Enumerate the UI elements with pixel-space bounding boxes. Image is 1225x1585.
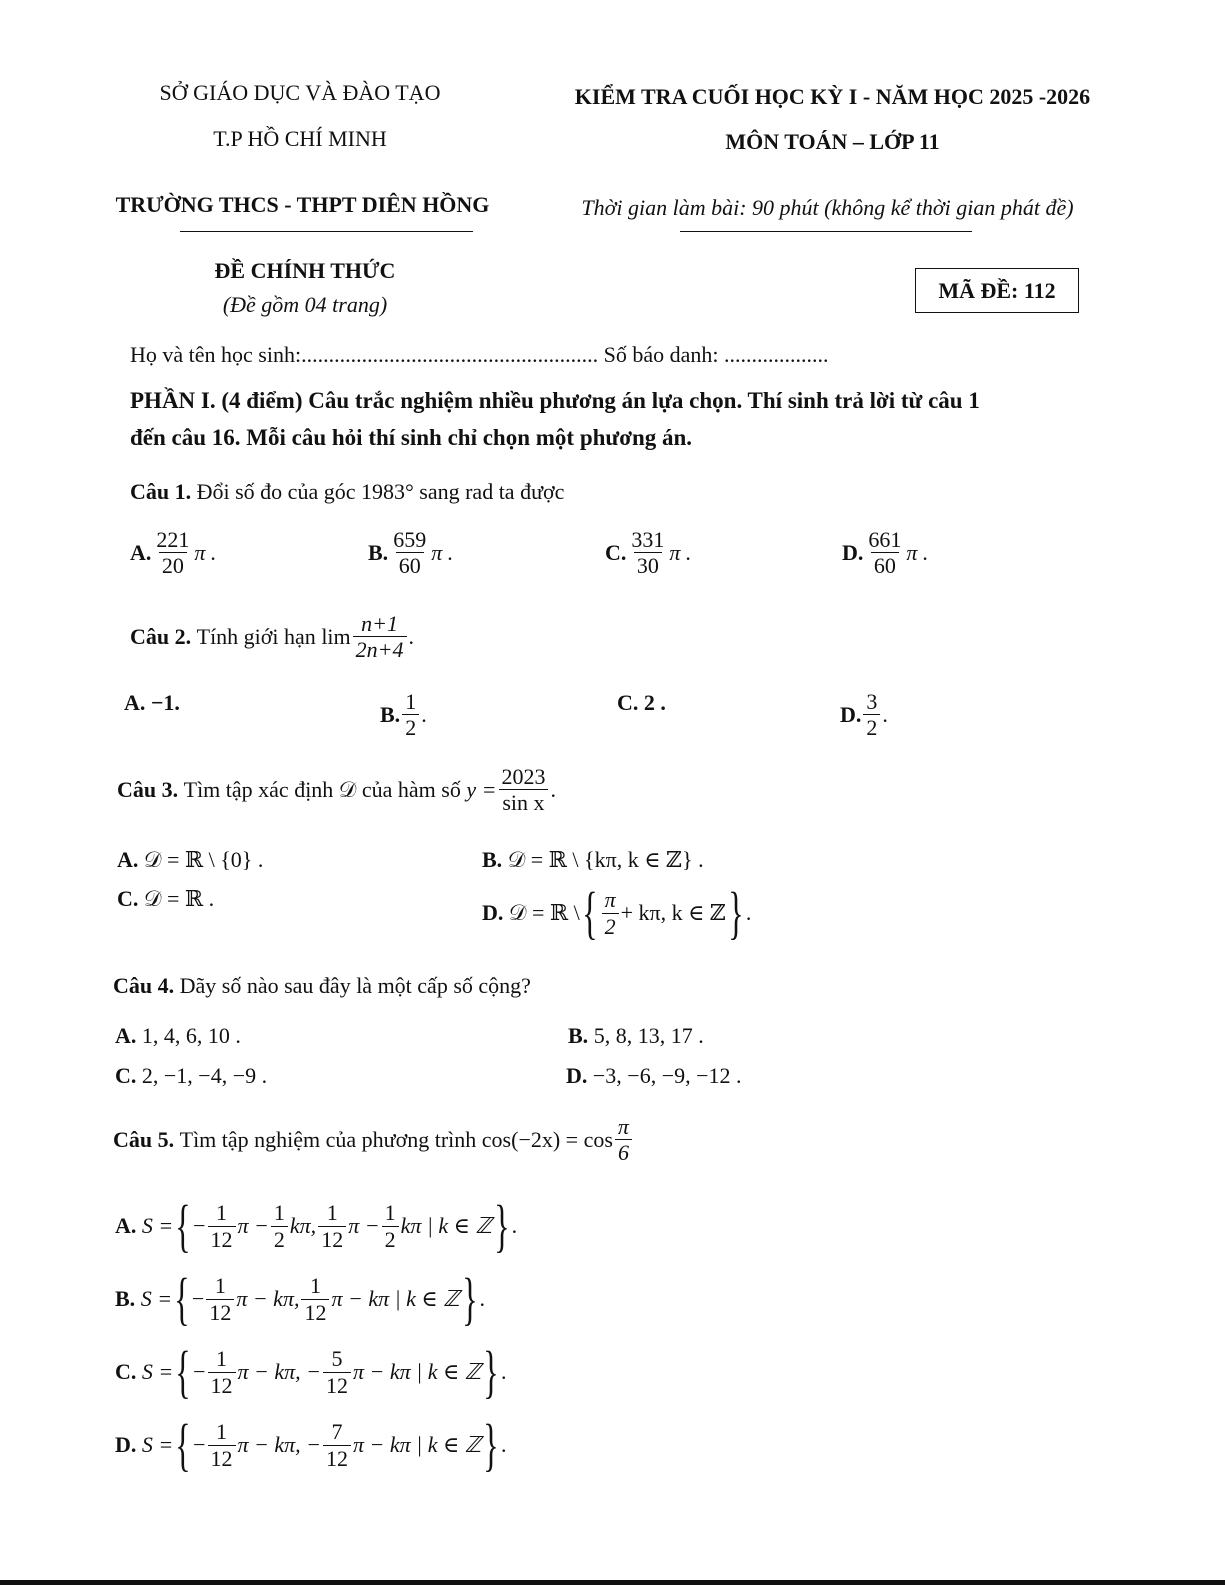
- option-letter: B.: [115, 1286, 136, 1311]
- fraction-denominator: 12: [206, 1299, 234, 1324]
- option-text: 𝒟 = ℝ \ {0} .: [143, 847, 264, 872]
- part1-instructions: đến câu 16. Mỗi câu hỏi thí sinh chỉ chọn một phương án.: [130, 425, 693, 450]
- time-underline: [680, 231, 972, 232]
- page-count: (Đề gồm 04 trang): [222, 292, 388, 317]
- question-text: Tìm tập xác định 𝒟 của hàm số: [183, 776, 461, 802]
- option-letter: B.: [380, 701, 401, 727]
- question-label: Câu 5.: [113, 1126, 175, 1152]
- option-letter: C.: [115, 1063, 137, 1088]
- question-5: [113, 1115, 634, 1164]
- limit-operator: lim: [321, 623, 351, 649]
- set-name: S =: [140, 1286, 173, 1311]
- math-text: π −: [237, 1213, 269, 1238]
- math-text: π − kπ | k ∈ ℤ: [353, 1432, 482, 1457]
- option-text: 2, −1, −4, −9 .: [141, 1063, 268, 1088]
- school-name: TRƯỜNG THCS - THPT DIÊN HỒNG: [115, 192, 490, 217]
- option-letter: D.: [566, 1063, 588, 1088]
- option-text: C. 2 .: [617, 690, 666, 715]
- subject-title: MÔN TOÁN – LỚP 11: [725, 129, 940, 154]
- q2-option-c[interactable]: [617, 690, 666, 716]
- fraction-numerator: 331: [631, 527, 665, 552]
- q1-option-b[interactable]: [368, 528, 453, 577]
- fraction-numerator: 3: [866, 689, 878, 714]
- fraction-denominator: sin x: [499, 789, 547, 814]
- math-text: −: [193, 1432, 206, 1457]
- school-underline: [180, 231, 473, 232]
- fraction-numerator: 221: [156, 527, 190, 552]
- question-text: Tính giới hạn: [196, 623, 316, 649]
- question-3: Câu 3. Tìm tập xác định 𝒟 của hàm số y = $\frac{2023}{\text{sin x}}$ .: [117, 764, 556, 816]
- department-name: SỞ GIÁO DỤC VÀ ĐÀO TẠO: [159, 80, 441, 105]
- fraction-denominator: 12: [323, 1445, 351, 1470]
- math-text: −: [191, 1286, 205, 1311]
- city-name: T.P HỒ CHÍ MINH: [213, 126, 387, 151]
- set-name: S =: [141, 1213, 174, 1238]
- exam-title: KIỂM TRA CUỐI HỌC KỲ I - NĂM HỌC 2025 -2026: [574, 84, 1091, 109]
- option-text: 1, 4, 6, 10 .: [141, 1023, 241, 1048]
- exam-time: Thời gian làm bài: 90 phút (không kể thời gian phát đề): [581, 195, 1074, 220]
- question-label: Câu 3.: [117, 776, 179, 802]
- math-text: −: [193, 1213, 206, 1238]
- equation: cos(−2x) = cos: [481, 1126, 613, 1152]
- q5-option-b[interactable]: B. S = { − $\frac{1}{12}$ π − kπ, $\frac{1}{12}$ π − kπ | k ∈ ℤ } .: [115, 1266, 485, 1331]
- set-name: S =: [141, 1359, 174, 1384]
- fraction-denominator: 6: [615, 1139, 632, 1164]
- math-text: π − kπ,: [236, 1286, 300, 1311]
- q5-option-d[interactable]: D. S = { − $\frac{1}{12}$ π − kπ, − $\frac{7}{12}$ π − kπ | k ∈ ℤ } .: [115, 1412, 507, 1477]
- q2-option-d[interactable]: D. $\frac{3}{2}$ .: [840, 689, 888, 741]
- q4-option-b[interactable]: [568, 1023, 704, 1049]
- student-info-line: Họ và tên học sinh:...................................................... Số báo danh: ...................: [130, 342, 829, 367]
- question-label: Câu 2.: [130, 623, 192, 649]
- fraction-numerator: 1: [216, 1200, 228, 1226]
- question-1: [130, 479, 564, 505]
- option-letter: D.: [840, 701, 862, 727]
- fraction-numerator: n+1: [361, 611, 399, 636]
- fraction-numerator: π: [604, 887, 616, 913]
- set-name: S =: [141, 1432, 174, 1457]
- option-letter: D.: [115, 1432, 137, 1457]
- fraction-denominator: 2n+4: [353, 636, 407, 661]
- math-text: π − kπ | k ∈ ℤ: [331, 1286, 460, 1311]
- fraction-numerator: 1: [309, 1273, 321, 1299]
- math-text: π − kπ, −: [237, 1432, 322, 1457]
- math-text: −: [193, 1359, 206, 1384]
- option-text: + kπ, k ∈ ℤ: [620, 900, 726, 925]
- option-letter: B.: [568, 1023, 589, 1048]
- fraction-denominator: 2: [271, 1226, 288, 1251]
- math-text: kπ,: [289, 1213, 317, 1238]
- fraction-numerator: 1: [216, 1419, 228, 1445]
- fraction-numerator: 7: [331, 1419, 343, 1445]
- fraction-denominator: 30: [634, 552, 662, 577]
- option-letter: C.: [117, 886, 139, 911]
- option-letter: C.: [605, 539, 627, 565]
- option-letter: D.: [482, 900, 504, 925]
- option-text: 5, 8, 13, 17 .: [593, 1023, 704, 1048]
- fraction-denominator: 12: [208, 1226, 236, 1251]
- fraction-numerator: 1: [326, 1200, 338, 1226]
- option-text: 𝒟 = ℝ \: [508, 900, 580, 925]
- part1-heading: PHẦN I. (4 điểm) Câu trắc nghiệm nhiều phương án lựa chọn. Thí sinh trả lời từ câu 1: [130, 388, 980, 413]
- q5-option-c[interactable]: C. S = { − $\frac{1}{12}$ π − kπ, − $\frac{5}{12}$ π − kπ | k ∈ ℤ } .: [115, 1339, 507, 1404]
- q5-option-a[interactable]: A. S = { − $\frac{1}{12}$ π − $\frac{1}{2}$ kπ, $\frac{1}{12}$ π − $\frac{1}{2}$ kπ | k ∈ ℤ } .: [115, 1193, 518, 1258]
- option-text: A. −1.: [124, 690, 180, 715]
- option-suffix: π .: [194, 539, 217, 565]
- question-text: Đổi số đo của góc 1983° sang rad ta được: [196, 479, 565, 504]
- option-suffix: π .: [906, 539, 929, 565]
- fraction-numerator: π: [617, 1114, 629, 1139]
- math-text: π − kπ, −: [237, 1359, 322, 1384]
- fraction-numerator: 659: [393, 527, 427, 552]
- math-text: kπ | k ∈ ℤ: [400, 1213, 492, 1238]
- question-2: Câu 2. Tính giới hạn lim $\frac{n+1}{2n+4}$ .: [130, 611, 415, 663]
- fraction-denominator: 60: [396, 552, 424, 577]
- q1-option-a[interactable]: [130, 528, 216, 577]
- option-text: 𝒟 = ℝ \ {kπ, k ∈ ℤ} .: [507, 847, 704, 872]
- option-suffix: π .: [431, 539, 454, 565]
- fraction-denominator: 2: [402, 714, 419, 739]
- q4-option-a[interactable]: [115, 1023, 241, 1049]
- fraction-denominator: 12: [323, 1372, 351, 1397]
- official-label: ĐỀ CHÍNH THỨC: [214, 258, 396, 283]
- fraction-denominator: 2: [602, 913, 619, 938]
- fraction-denominator: 12: [208, 1445, 236, 1470]
- exam-code-box: [915, 268, 1079, 313]
- q4-option-d[interactable]: [566, 1063, 742, 1089]
- fraction-numerator: 1: [405, 689, 417, 714]
- q4-option-c[interactable]: [115, 1063, 267, 1089]
- fraction-numerator: 2023: [501, 764, 546, 789]
- q3-option-b[interactable]: [482, 847, 704, 873]
- math-text: π − kπ | k ∈ ℤ: [353, 1359, 482, 1384]
- question-text: Dãy số nào sau đây là một cấp số cộng?: [179, 973, 531, 998]
- exam-code: MÃ ĐỀ: 112: [938, 278, 1056, 303]
- q2-option-a[interactable]: [124, 690, 180, 716]
- fraction-denominator: 2: [863, 714, 880, 739]
- option-letter: B.: [368, 539, 389, 565]
- question-4: [113, 973, 531, 999]
- fraction-numerator: 1: [216, 1346, 228, 1372]
- q1-option-c[interactable]: [605, 528, 691, 577]
- fraction-denominator: 60: [871, 552, 899, 577]
- fraction-numerator: 1: [214, 1273, 226, 1299]
- option-text: 𝒟 = ℝ .: [143, 886, 215, 911]
- option-letter: A.: [115, 1023, 137, 1048]
- fraction-numerator: 661: [868, 527, 902, 552]
- option-letter: A.: [115, 1213, 137, 1238]
- question-label: Câu 1.: [130, 479, 192, 504]
- math-text: π −: [348, 1213, 380, 1238]
- fraction-denominator: 20: [159, 552, 187, 577]
- option-letter: B.: [482, 847, 503, 872]
- q3-option-d[interactable]: D. 𝒟 = ℝ \ { $\frac{\pi}{2}$ + kπ, k ∈ ℤ } .: [482, 880, 752, 945]
- fraction-numerator: 1: [384, 1200, 396, 1226]
- option-letter: D.: [842, 539, 864, 565]
- q1-option-d[interactable]: [842, 528, 928, 577]
- fraction-denominator: 12: [301, 1299, 329, 1324]
- fraction-numerator: 5: [331, 1346, 343, 1372]
- option-text: −3, −6, −9, −12 .: [592, 1063, 742, 1088]
- fraction-numerator: 1: [273, 1200, 285, 1226]
- q3-option-c[interactable]: [117, 886, 214, 912]
- option-letter: A.: [130, 539, 152, 565]
- q2-option-b[interactable]: B. $\frac{1}{2}$ .: [380, 689, 427, 741]
- fraction-denominator: 2: [382, 1226, 399, 1251]
- function-name: y =: [466, 776, 497, 802]
- page-bottom-border: [0, 1580, 1225, 1585]
- q3-option-a[interactable]: [117, 847, 263, 873]
- option-letter: C.: [115, 1359, 137, 1384]
- question-label: Câu 4.: [113, 973, 175, 998]
- option-letter: A.: [117, 847, 139, 872]
- question-text: Tìm tập nghiệm của phương trình: [179, 1126, 477, 1152]
- fraction-denominator: 12: [318, 1226, 346, 1251]
- fraction-denominator: 12: [208, 1372, 236, 1397]
- option-suffix: π .: [669, 539, 692, 565]
